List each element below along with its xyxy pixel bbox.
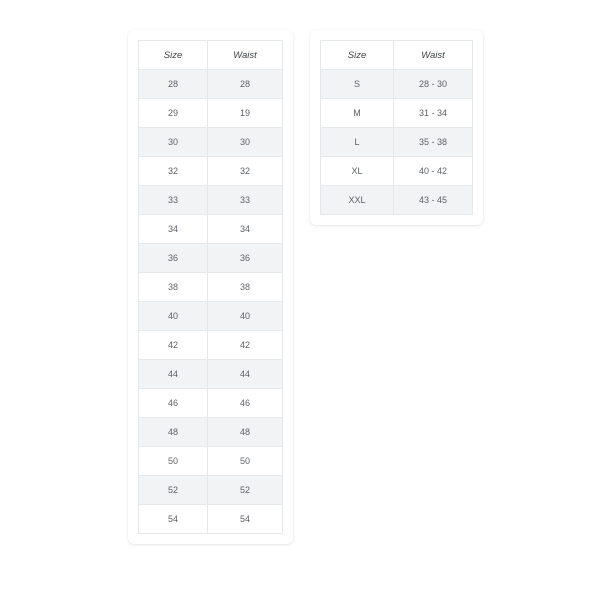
- cell-waist: 35 - 38: [394, 128, 473, 157]
- numeric-size-chart-table: [138, 40, 283, 534]
- cell-size: 42: [139, 331, 208, 360]
- column-header-waist: Waist: [394, 41, 473, 70]
- cell-waist: 19: [208, 99, 283, 128]
- table-body: [139, 70, 283, 534]
- table-row: [139, 476, 283, 505]
- cell-size: 28: [139, 70, 208, 99]
- lettered-size-chart-card: [310, 30, 483, 225]
- table-row: [139, 360, 283, 389]
- cell-size: M: [321, 99, 394, 128]
- numeric-size-chart-card: [128, 30, 293, 544]
- table-row: [139, 418, 283, 447]
- column-header-size: Size: [321, 41, 394, 70]
- table-header: [139, 41, 283, 70]
- table-row: [139, 70, 283, 99]
- cell-waist: 52: [208, 476, 283, 505]
- cell-size: 40: [139, 302, 208, 331]
- cell-waist: 38: [208, 273, 283, 302]
- cell-size: 34: [139, 215, 208, 244]
- cell-waist: 42: [208, 331, 283, 360]
- table-header-row: [139, 41, 283, 70]
- cell-waist: 28: [208, 70, 283, 99]
- cell-size: 48: [139, 418, 208, 447]
- table-row: [321, 128, 473, 157]
- cell-waist: 43 - 45: [394, 186, 473, 215]
- cell-size: 32: [139, 157, 208, 186]
- table-row: [321, 99, 473, 128]
- cell-waist: 50: [208, 447, 283, 476]
- table-row: [139, 157, 283, 186]
- lettered-size-chart-table: [320, 40, 473, 215]
- cell-size: 44: [139, 360, 208, 389]
- cell-waist: 36: [208, 244, 283, 273]
- cell-waist: 32: [208, 157, 283, 186]
- cell-size: 38: [139, 273, 208, 302]
- table-row: [139, 331, 283, 360]
- table-row: [139, 302, 283, 331]
- cell-size: 54: [139, 505, 208, 534]
- table-row: [139, 447, 283, 476]
- column-header-size: Size: [139, 41, 208, 70]
- table-row: [139, 273, 283, 302]
- cell-size: 52: [139, 476, 208, 505]
- cell-waist: 54: [208, 505, 283, 534]
- cell-size: S: [321, 70, 394, 99]
- cell-size: XL: [321, 157, 394, 186]
- cell-waist: 40: [208, 302, 283, 331]
- cell-waist: 48: [208, 418, 283, 447]
- table-row: [139, 244, 283, 273]
- cell-size: 36: [139, 244, 208, 273]
- table-body: [321, 70, 473, 215]
- table-row: [321, 157, 473, 186]
- cell-size: 30: [139, 128, 208, 157]
- table-row: [139, 389, 283, 418]
- cell-size: 29: [139, 99, 208, 128]
- table-row: [321, 70, 473, 99]
- cell-waist: 30: [208, 128, 283, 157]
- table-row: [321, 186, 473, 215]
- table-header-row: [321, 41, 473, 70]
- cell-size: L: [321, 128, 394, 157]
- cell-size: 50: [139, 447, 208, 476]
- cell-waist: 33: [208, 186, 283, 215]
- table-row: [139, 128, 283, 157]
- cell-waist: 28 - 30: [394, 70, 473, 99]
- cell-waist: 40 - 42: [394, 157, 473, 186]
- table-row: [139, 186, 283, 215]
- cell-waist: 31 - 34: [394, 99, 473, 128]
- cell-waist: 34: [208, 215, 283, 244]
- table-row: [139, 215, 283, 244]
- cell-size: 33: [139, 186, 208, 215]
- table-row: [139, 505, 283, 534]
- cell-waist: 44: [208, 360, 283, 389]
- table-row: [139, 99, 283, 128]
- cell-waist: 46: [208, 389, 283, 418]
- table-header: [321, 41, 473, 70]
- cell-size: XXL: [321, 186, 394, 215]
- column-header-waist: Waist: [208, 41, 283, 70]
- cell-size: 46: [139, 389, 208, 418]
